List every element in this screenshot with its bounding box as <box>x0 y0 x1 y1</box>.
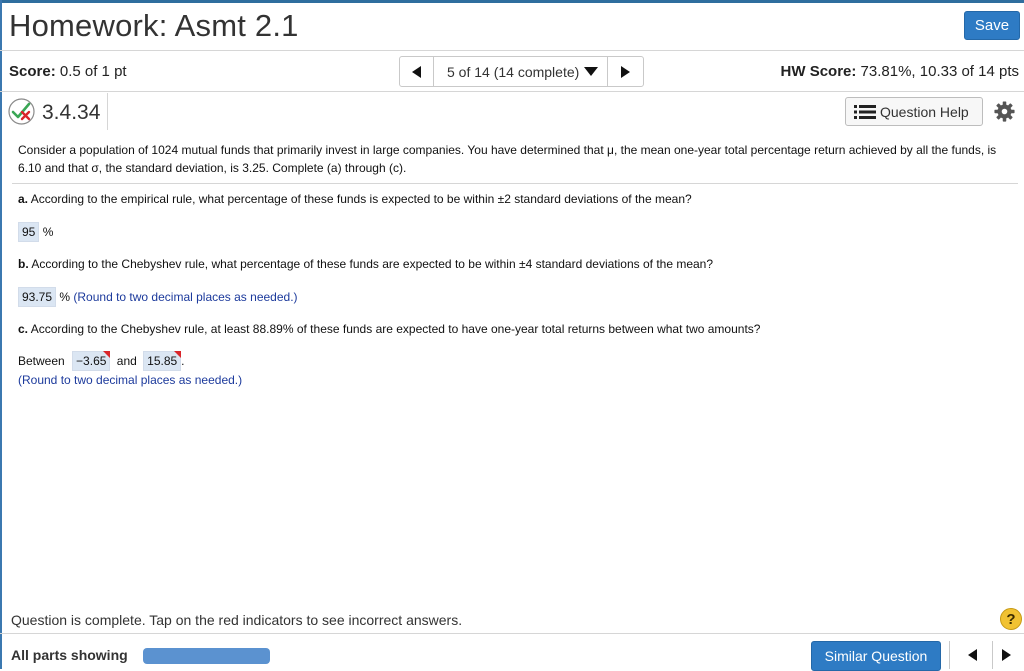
part-c-between-label: Between <box>18 354 65 368</box>
footer-previous-button[interactable] <box>958 641 986 669</box>
part-b-answer[interactable] <box>18 287 56 307</box>
score-label: Score: <box>9 63 56 80</box>
part-c-prompt <box>18 322 760 336</box>
part-c-answer-low-value: −3.65 <box>76 354 107 368</box>
part-b-note: (Round to two decimal places as needed.) <box>73 290 298 304</box>
question-number: 3.4.34 <box>42 101 101 124</box>
question-id-box <box>5 93 108 130</box>
content-divider <box>12 183 1018 184</box>
arrow-right-icon <box>1002 649 1011 661</box>
part-c-note: (Round to two decimal places as needed.) <box>18 373 243 387</box>
arrow-right-icon <box>621 66 630 78</box>
part-a-letter: a. <box>18 192 29 206</box>
arrow-left-icon <box>412 66 421 78</box>
part-c-answer-line <box>18 351 185 371</box>
score <box>9 63 127 80</box>
part-a-answer[interactable] <box>18 222 39 242</box>
question-help-button[interactable] <box>845 97 983 126</box>
problem-area <box>18 141 1018 177</box>
page-title: Homework: Asmt 2.1 <box>9 8 299 43</box>
part-c-answer-low[interactable] <box>72 351 110 371</box>
question-help-label: Question Help <box>880 103 969 120</box>
footer-divider <box>0 633 1024 634</box>
parts-showing-label: All parts showing <box>11 647 128 663</box>
hw-score-value: 73.81%, 10.33 of 14 pts <box>860 63 1019 80</box>
part-c-answer-high[interactable] <box>143 351 181 371</box>
hw-score-label: HW Score: <box>780 63 857 80</box>
part-b-prompt <box>18 257 713 271</box>
footer-navigator <box>949 641 1021 669</box>
save-button[interactable]: Save <box>964 11 1020 40</box>
header <box>0 3 1024 51</box>
help-icon[interactable]: ? <box>1000 608 1022 630</box>
part-c-period: . <box>181 354 185 368</box>
part-b-answer-value: 93.75 <box>22 290 53 304</box>
part-c-letter: c. <box>18 322 29 336</box>
caret-down-icon <box>584 67 598 76</box>
part-c-answer-high-value: 15.85 <box>147 354 178 368</box>
question-header <box>0 92 1024 131</box>
problem-statement: Consider a population of 1024 mutual funds that primarily invest in large companies. You have determined that μ, the mean one-year total percentage return achieved by all the funds, is 6.10 and that σ, the standard deviation, is 3.25. Complete (a) through (c). <box>18 143 997 175</box>
part-b-text: According to the Chebyshev rule, what percentage of these funds are expected to be within ±4 standard deviations of the mean? <box>31 257 714 271</box>
parts-progress-bar <box>143 648 270 664</box>
gear-icon[interactable] <box>994 101 1015 122</box>
incorrect-indicator[interactable] <box>174 351 181 358</box>
part-a-answer-value: 95 <box>22 225 36 239</box>
part-b-unit: % <box>59 290 71 304</box>
question-progress-dropdown[interactable] <box>435 57 608 86</box>
previous-question-button[interactable] <box>400 57 434 86</box>
score-bar <box>0 52 1024 92</box>
footer-next-button[interactable] <box>992 641 1020 669</box>
next-question-button[interactable] <box>607 57 643 86</box>
part-a-prompt <box>18 192 692 206</box>
part-a-answer-line <box>18 222 53 242</box>
part-a-text: According to the empirical rule, what percentage of these funds is expected to be within ±2 standard deviations of the mean? <box>30 192 692 206</box>
part-b-letter: b. <box>18 257 29 271</box>
arrow-left-icon <box>968 649 977 661</box>
partial-correct-icon <box>8 98 35 125</box>
question-navigator <box>399 56 644 87</box>
part-a-unit: % <box>42 225 54 239</box>
list-icon <box>854 104 876 120</box>
part-c-text: According to the Chebyshev rule, at least 88.89% of these funds are expected to have one-year total returns between what two amounts? <box>30 322 761 336</box>
score-value: 0.5 of 1 pt <box>59 63 127 80</box>
part-b-answer-line <box>18 287 298 307</box>
completion-message: Question is complete. Tap on the red indicators to see incorrect answers. <box>11 612 463 628</box>
question-progress-text: 5 of 14 (14 complete) <box>447 63 580 80</box>
hw-score <box>781 63 1019 80</box>
part-c-and-label: and <box>116 354 137 368</box>
similar-question-button[interactable]: Similar Question <box>811 641 941 671</box>
incorrect-indicator[interactable] <box>103 351 110 358</box>
